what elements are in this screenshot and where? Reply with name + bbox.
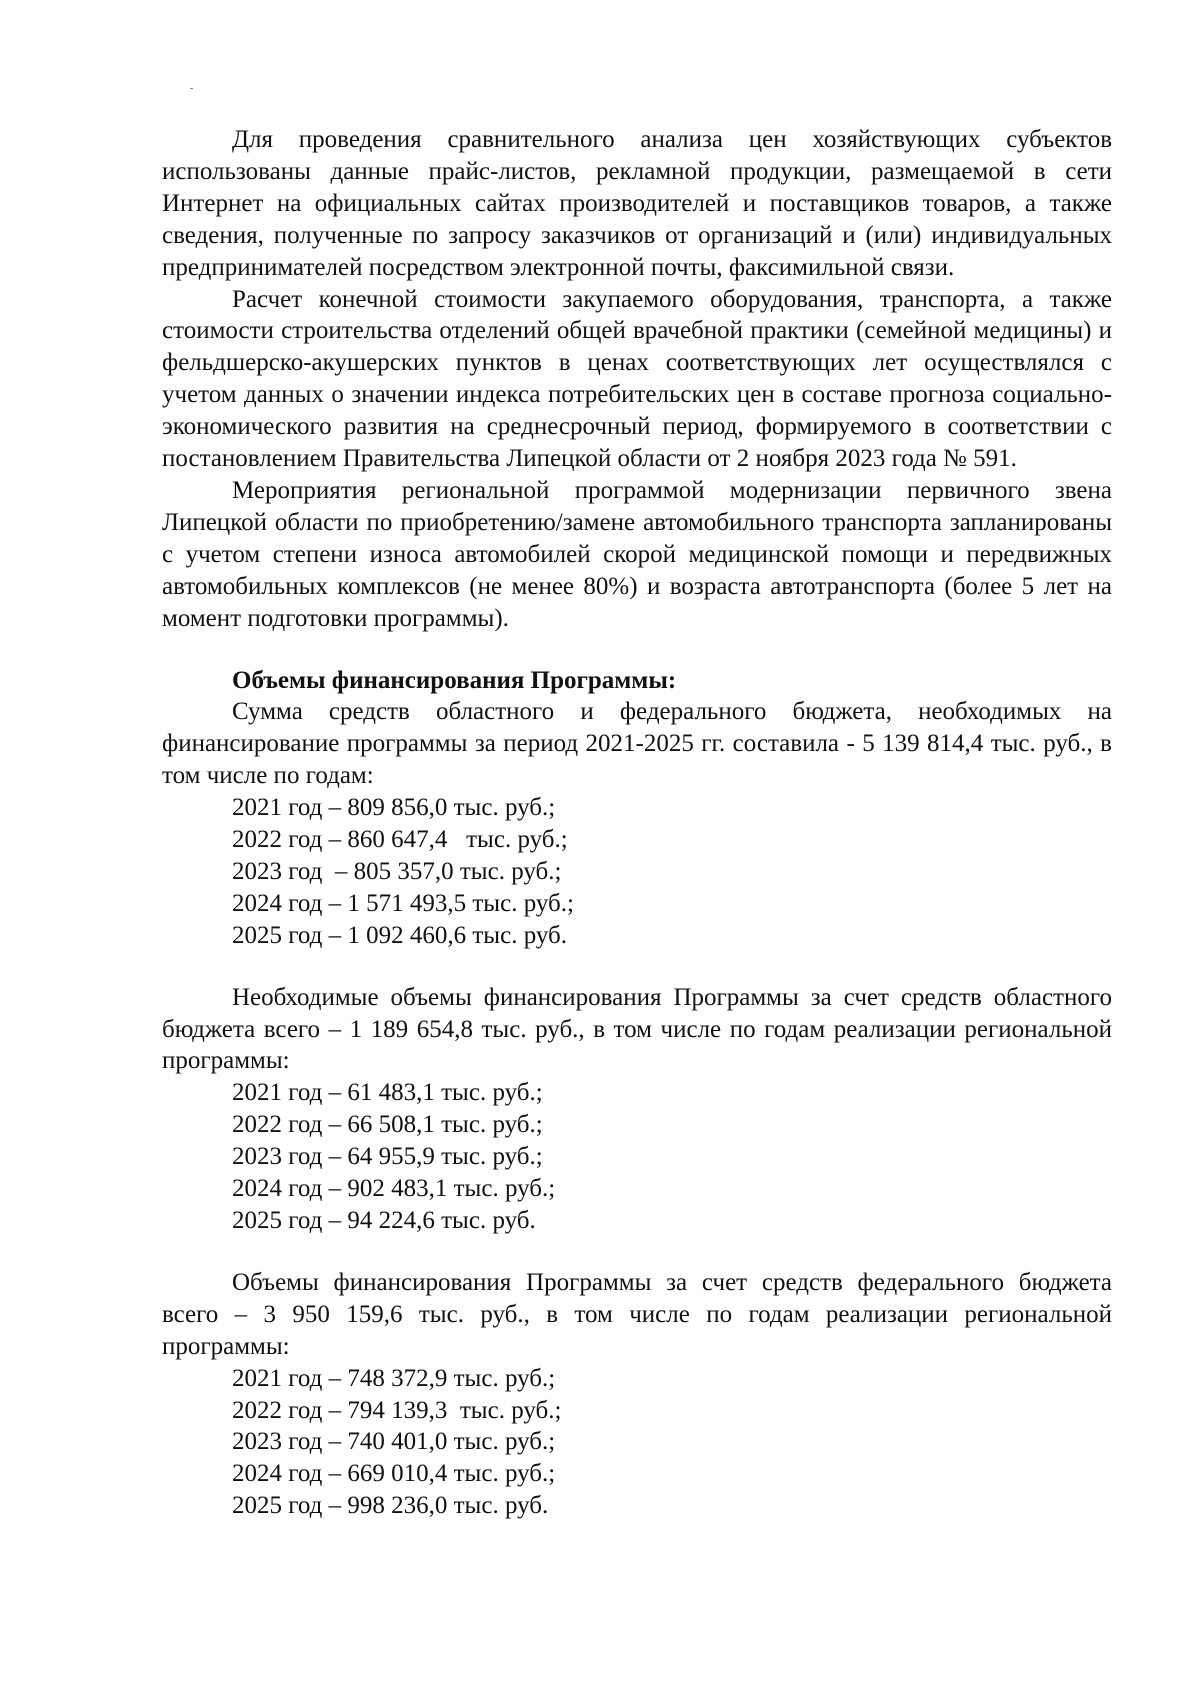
- list-item: 2022 год – 860 647,4 тыс. руб.;: [232, 826, 568, 854]
- list-item: 2024 год – 1 571 493,5 тыс. руб.;: [232, 889, 574, 917]
- list-item: 2025 год – 998 236,0 тыс. руб.: [232, 1492, 549, 1520]
- list-item: 2024 год – 669 010,4 тыс. руб.;: [232, 1460, 556, 1488]
- list-item: 2022 год – 794 139,3 тыс. руб.;: [232, 1396, 562, 1424]
- paragraph-regional-funding: Необходимые объемы финансирования Программы за счет средств областного бюджета всего – 1 189 654,8 тыс. руб., в том числе по годам реализации региональной программы:: [162, 983, 1112, 1075]
- list-item: 2023 год – 805 357,0 тыс. руб.;: [232, 857, 562, 885]
- list-item: 2025 год – 1 092 460,6 тыс. руб.: [232, 921, 568, 949]
- paragraph-price-analysis: Для проведения сравнительного анализа цен хозяйствующих субъектов использованы данные прайс-листов, рекламной продукции, размещаемой в сети Интернет на официальных сайтах производителей и поставщиков товаров, а также сведения, полученные по запросу заказчиков от организаций и (или) индивидуальных предпринимателей посредством электронной почты, факсимильной связи.: [162, 126, 1112, 281]
- list-item: 2023 год – 740 401,0 тыс. руб.;: [232, 1428, 556, 1456]
- section-heading-funding: Объемы финансирования Программы:: [232, 666, 677, 694]
- paragraph-federal-funding: Объемы финансирования Программы за счет средств федерального бюджета всего – 3 950 159,6 тыс. руб., в том числе по годам реализации региональной программы:: [162, 1268, 1112, 1360]
- list-item: 2021 год – 61 483,1 тыс. руб.;: [232, 1079, 543, 1107]
- document-body: [162, 124, 1112, 1522]
- list-item: 2023 год – 64 955,9 тыс. руб.;: [232, 1143, 543, 1171]
- list-federal-by-year: [162, 1363, 1112, 1523]
- paragraph-cost-calculation: Расчет конечной стоимости закупаемого оборудования, транспорта, а также стоимости строительства отделений общей врачебной практики (семейной медицины) и фельдшерско-акушерских пунктов в ценах соответствующих лет осуществлялся с учетом данных о значении индекса потребительских цен в составе прогноза социально-экономического развития на среднесрочный период, формируемого в соответствии с постановлением Правительства Липецкой области от 2 ноября 2023 года № 591.: [162, 285, 1112, 473]
- list-item: 2024 год – 902 483,1 тыс. руб.;: [232, 1175, 556, 1203]
- paragraph-transport-measures: Мероприятия региональной программой модернизации первичного звена Липецкой области по приобретению/замене автомобильного транспорта запланированы с учетом степени износа автомобилей скорой медицинской помощи и передвижных автомобильных комплексов (не менее 80%) и возраста автотранспорта (более 5 лет на момент подготовки программы).: [162, 476, 1112, 632]
- list-total-by-year: [162, 792, 1112, 952]
- scan-artifact: [190, 88, 193, 89]
- paragraph-total-funding: Сумма средств областного и федерального бюджета, необходимых на финансирование программы за период 2021-2025 гг. составила - 5 139 814,4 тыс. руб., в том числе по годам:: [162, 698, 1112, 790]
- list-item: 2025 год – 94 224,6 тыс. руб.: [232, 1207, 536, 1234]
- list-regional-by-year: [162, 1077, 1112, 1237]
- list-item: 2022 год – 66 508,1 тыс. руб.;: [232, 1111, 543, 1139]
- list-item: 2021 год – 809 856,0 тыс. руб.;: [232, 794, 556, 822]
- list-item: 2021 год – 748 372,9 тыс. руб.;: [232, 1364, 556, 1392]
